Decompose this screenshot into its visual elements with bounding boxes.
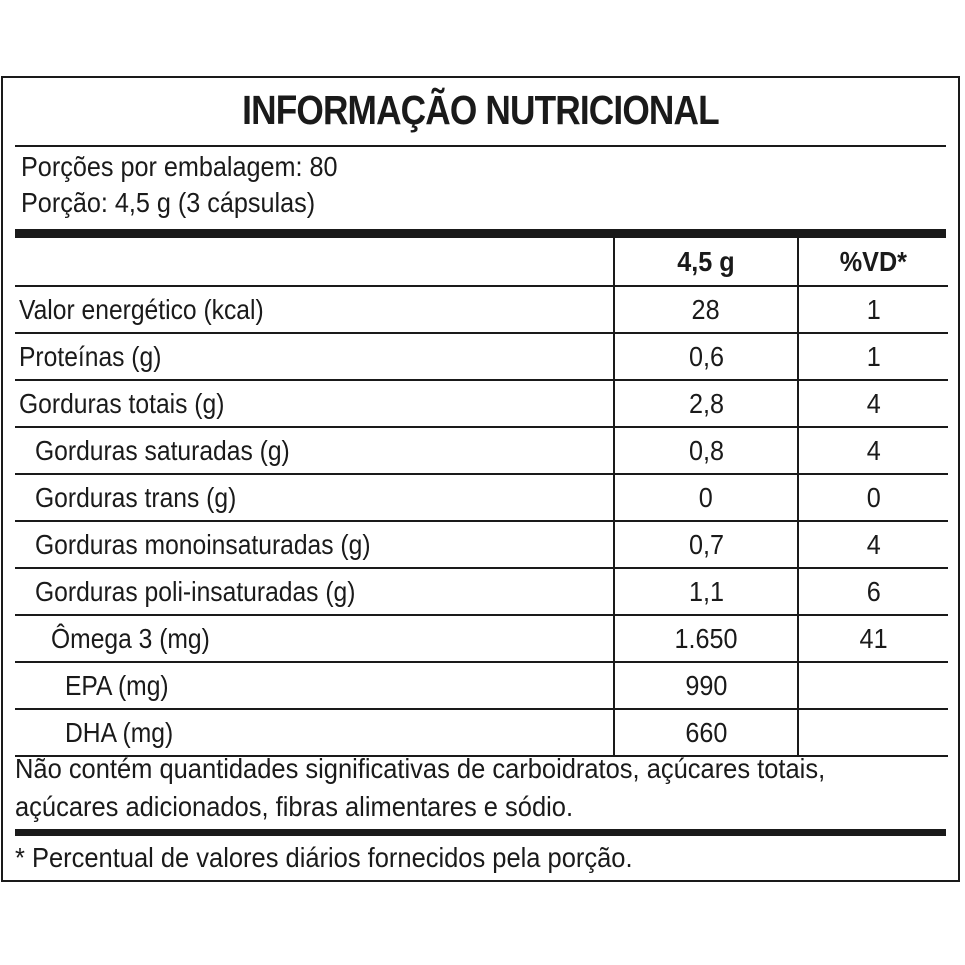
nutrient-amount: 0,8 xyxy=(614,427,798,474)
nutrient-dv: 0 xyxy=(798,474,948,521)
nutrient-amount: 660 xyxy=(614,709,798,756)
nutrient-dv: 1 xyxy=(798,286,948,333)
header-label-cell xyxy=(15,238,614,286)
label-title: INFORMAÇÃO NUTRICIONAL xyxy=(242,87,719,133)
nutrient-label: Gorduras trans (g) xyxy=(15,474,614,521)
nutrient-amount: 0,7 xyxy=(614,521,798,568)
table-row xyxy=(15,568,948,615)
table-row xyxy=(15,286,948,333)
nutrient-dv: 6 xyxy=(798,568,948,615)
nutrient-dv xyxy=(798,662,948,709)
nutrient-label: Ômega 3 (mg) xyxy=(15,615,614,662)
nutrient-dv: 41 xyxy=(798,615,948,662)
nutrient-label: EPA (mg) xyxy=(15,662,614,709)
servings-per-package: Porções por embalagem: 80 xyxy=(21,151,338,182)
nutrient-dv: 4 xyxy=(798,427,948,474)
nutrient-label: Gorduras poli-insaturadas (g) xyxy=(15,568,614,615)
header-amount-cell: 4,5 g xyxy=(614,238,798,286)
nutrient-amount: 1.650 xyxy=(614,615,798,662)
nutrient-amount: 0,6 xyxy=(614,333,798,380)
table-row xyxy=(15,427,948,474)
table-header-row xyxy=(15,238,948,286)
nutrient-label: Proteínas (g) xyxy=(15,333,614,380)
table-row xyxy=(15,662,948,709)
table-row xyxy=(15,380,948,427)
thick-divider xyxy=(15,229,946,238)
serving-size: Porção: 4,5 g (3 cápsulas) xyxy=(21,187,316,218)
nutrient-label: Gorduras saturadas (g) xyxy=(15,427,614,474)
nutrient-amount: 28 xyxy=(614,286,798,333)
disclaimer-line-1: Não contém quantidades significativas de carboidratos, açúcares totais, xyxy=(15,753,826,784)
nutrient-label: Gorduras monoinsaturadas (g) xyxy=(15,521,614,568)
nutrient-amount: 2,8 xyxy=(614,380,798,427)
footnote-divider xyxy=(15,829,946,836)
nutrient-dv: 4 xyxy=(798,521,948,568)
table-row xyxy=(15,615,948,662)
nutrient-amount: 0 xyxy=(614,474,798,521)
nutrient-dv: 1 xyxy=(798,333,948,380)
nutrient-dv xyxy=(798,709,948,756)
nutrition-facts-panel xyxy=(1,76,960,882)
nutrient-dv: 4 xyxy=(798,380,948,427)
nutrient-amount: 1,1 xyxy=(614,568,798,615)
disclaimer-line-2: açúcares adicionados, fibras alimentares e sódio. xyxy=(15,791,574,822)
title-divider xyxy=(15,145,946,147)
header-dv-cell: %VD* xyxy=(798,238,948,286)
nutrient-amount: 990 xyxy=(614,662,798,709)
table-row xyxy=(15,333,948,380)
nutrient-label: Valor energético (kcal) xyxy=(15,286,614,333)
table-row xyxy=(15,709,948,756)
table-row xyxy=(15,474,948,521)
table-row xyxy=(15,521,948,568)
nutrient-label: DHA (mg) xyxy=(15,709,614,756)
nutrition-table xyxy=(15,238,948,757)
daily-value-footnote: * Percentual de valores diários fornecidos pela porção. xyxy=(15,842,633,873)
nutrient-label: Gorduras totais (g) xyxy=(15,380,614,427)
